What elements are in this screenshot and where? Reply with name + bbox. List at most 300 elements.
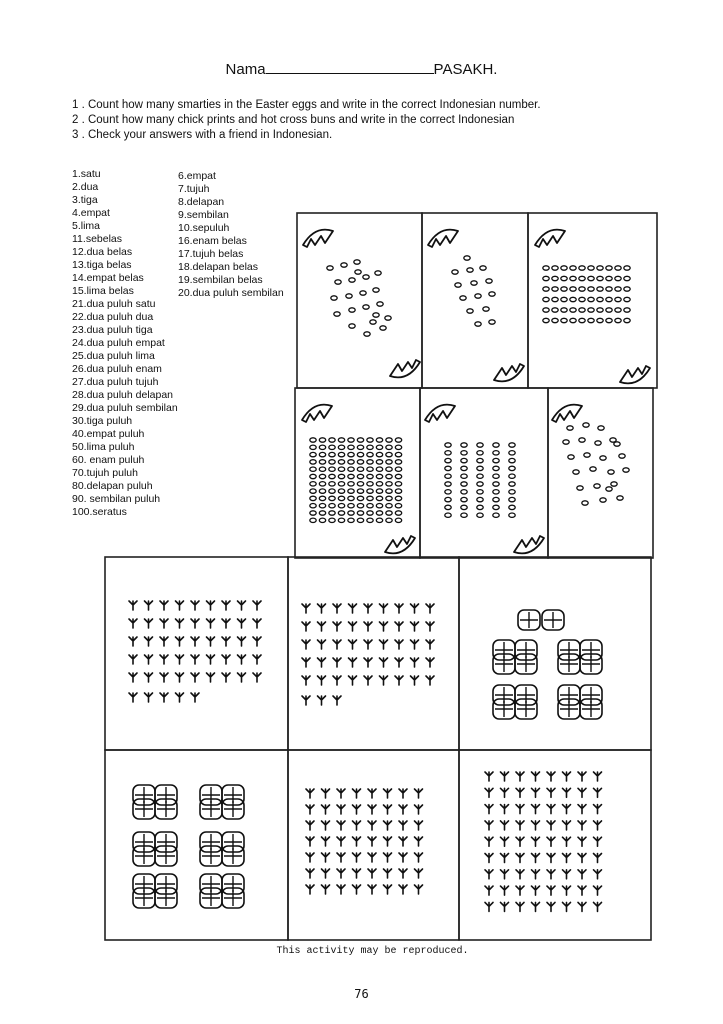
chick-print-stroke [306, 853, 314, 862]
chick-print-icon [306, 853, 314, 862]
number-word-item: 8.delapan [178, 196, 225, 208]
smartie-dot [471, 281, 477, 285]
chick-print-icon [368, 853, 376, 862]
smartie-dot [552, 318, 558, 322]
chick-print-icon [145, 601, 153, 610]
smartie-dot [579, 308, 585, 312]
eggshell-icon [303, 230, 333, 247]
smartie-dot [595, 441, 601, 445]
chick-print-stroke [532, 805, 540, 814]
number-word-item: 28.dua puluh delapan [72, 389, 174, 401]
bun-cross [517, 656, 535, 672]
chick-print-stroke [380, 676, 388, 685]
smartie-dot [338, 452, 344, 456]
chick-print-icon [532, 886, 540, 895]
bun-cross [560, 701, 578, 717]
chick-print-stroke [222, 637, 230, 646]
chick-print-stroke [415, 853, 423, 862]
chick-print-icon [547, 837, 555, 846]
number-word-item: 4.empat [72, 207, 110, 219]
eggshell-icon [390, 360, 420, 377]
smartie-dot [319, 518, 325, 522]
smartie-dot [319, 489, 325, 493]
smartie-dot [552, 297, 558, 301]
number-word-item: 9.sembilan [178, 209, 229, 221]
chick-print-icon [563, 772, 571, 781]
chick-print-icon [222, 673, 230, 682]
smartie-dot [329, 511, 335, 515]
chick-print-icon [485, 805, 493, 814]
chick-print-icon [176, 601, 184, 610]
smartie-dot [363, 275, 369, 279]
chick-print-stroke [364, 604, 372, 613]
chick-print-icon [160, 655, 168, 664]
chick-print-stroke [353, 821, 361, 830]
chick-print-stroke [516, 821, 524, 830]
chick-print-icon [253, 601, 261, 610]
chick-print-icon [145, 673, 153, 682]
number-list-column-2 [178, 170, 284, 300]
worksheet-title [0, 60, 723, 78]
hot-cross-bun-icon [133, 888, 155, 908]
smartie-dot [445, 482, 451, 486]
chick-print-icon [384, 869, 392, 878]
chick-print-icon [501, 902, 509, 911]
chick-print-icon [563, 870, 571, 879]
smartie-dot [597, 297, 603, 301]
chick-print-icon [415, 805, 423, 814]
chick-print-icon [563, 837, 571, 846]
smartie-dot [357, 511, 363, 515]
smartie-dot [346, 294, 352, 298]
chick-print-stroke [485, 805, 493, 814]
chick-print-stroke [368, 853, 376, 862]
smartie-dot [467, 268, 473, 272]
smartie-dot [376, 496, 382, 500]
picture-cell-frame [548, 388, 653, 558]
bun-outline [580, 640, 602, 660]
chick-print-icon [485, 854, 493, 863]
smartie-dot [370, 320, 376, 324]
chick-print-stroke [222, 619, 230, 628]
bun-cross [202, 834, 220, 850]
smartie-dot [455, 283, 461, 287]
smartie-dot [380, 326, 386, 330]
smartie-dot [310, 482, 316, 486]
chick-print-stroke [129, 601, 137, 610]
chick-print-stroke [176, 693, 184, 702]
bun-cross [224, 834, 242, 850]
name-blank-line[interactable] [266, 60, 434, 74]
chick-print-icon [411, 604, 419, 613]
chick-print-stroke [532, 886, 540, 895]
chick-print-icon [222, 619, 230, 628]
chick-print-stroke [485, 902, 493, 911]
chick-print-icon [547, 772, 555, 781]
chick-print-stroke [191, 619, 199, 628]
smartie-dot [386, 438, 392, 442]
smartie-dot [467, 309, 473, 313]
bun-cross [582, 642, 600, 658]
chick-print-stroke [426, 658, 434, 667]
chick-print-stroke [306, 805, 314, 814]
chick-print-icon [516, 821, 524, 830]
chick-print-stroke [160, 693, 168, 702]
smartie-dot [364, 332, 370, 336]
chick-print-icon [485, 821, 493, 830]
chick-print-stroke [302, 640, 310, 649]
bun-cross [495, 701, 513, 717]
smartie-dot [493, 451, 499, 455]
smartie-dot [319, 467, 325, 471]
smartie-dot [386, 452, 392, 456]
smartie-dot [600, 456, 606, 460]
smartie-dot [610, 438, 616, 442]
chick-print-stroke [176, 637, 184, 646]
chick-print-icon [160, 637, 168, 646]
chick-print-stroke [176, 673, 184, 682]
chick-print-stroke [563, 902, 571, 911]
smartie-dot [445, 443, 451, 447]
smartie-dot [395, 445, 401, 449]
bun-outline [493, 699, 515, 719]
number-word-item: 10.sepuluh [178, 222, 230, 234]
smartie-dot [477, 466, 483, 470]
smartie-dot [310, 460, 316, 464]
chick-print-stroke [302, 622, 310, 631]
hot-cross-bun-icon [493, 685, 515, 705]
smartie-dot [445, 474, 451, 478]
chick-print-stroke [349, 676, 357, 685]
chick-print-icon [337, 805, 345, 814]
chick-print-stroke [501, 837, 509, 846]
chick-print-stroke [322, 837, 330, 846]
smartie-dot [461, 451, 467, 455]
hot-cross-bun-icon [222, 785, 244, 805]
chick-print-stroke [238, 601, 246, 610]
chick-print-stroke [532, 870, 540, 879]
number-word-item: 19.sembilan belas [178, 274, 263, 286]
number-word-item: 18.delapan belas [178, 261, 258, 273]
chick-print-stroke [364, 658, 372, 667]
page-number: 76 [354, 987, 369, 1001]
smartie-dot [563, 440, 569, 444]
bun-cross [517, 642, 535, 658]
smartie-dot [567, 426, 573, 430]
bun-outline [155, 799, 177, 819]
chick-print-stroke [368, 805, 376, 814]
chick-print-stroke [160, 619, 168, 628]
hot-cross-bun-icon [200, 888, 222, 908]
smartie-dot [338, 504, 344, 508]
chick-print-icon [322, 821, 330, 830]
smartie-dot [329, 518, 335, 522]
chick-print-icon [399, 853, 407, 862]
smartie-dot [615, 266, 621, 270]
smartie-dot [623, 468, 629, 472]
smartie-dot [606, 297, 612, 301]
chick-print-icon [594, 837, 602, 846]
chick-print-stroke [563, 772, 571, 781]
smartie-dot [367, 518, 373, 522]
chick-print-icon [485, 788, 493, 797]
chick-print-stroke [160, 601, 168, 610]
chick-print-stroke [547, 902, 555, 911]
chick-print-stroke [191, 693, 199, 702]
chick-print-stroke [353, 805, 361, 814]
number-word-item: 23.dua puluh tiga [72, 324, 153, 336]
chick-print-stroke [501, 772, 509, 781]
hot-cross-bun-icon [515, 699, 537, 719]
topic-label: PASAKH. [433, 61, 498, 78]
chick-print-icon [306, 821, 314, 830]
hot-cross-bun-icon [222, 888, 244, 908]
chick-print-stroke [411, 622, 419, 631]
chick-print-stroke [426, 604, 434, 613]
chick-print-icon [337, 821, 345, 830]
smartie-dot [386, 467, 392, 471]
chick-print-stroke [516, 788, 524, 797]
chick-print-icon [191, 601, 199, 610]
smartie-dot [615, 287, 621, 291]
chick-print-stroke [176, 601, 184, 610]
smartie-dot [509, 482, 515, 486]
smartie-dot [355, 270, 361, 274]
number-word-item: 13.tiga belas [72, 259, 132, 271]
bun-cross [202, 890, 220, 906]
picture-cell-frame [420, 388, 548, 558]
bun-outline [155, 785, 177, 805]
chick-print-stroke [578, 805, 586, 814]
chick-print-icon [384, 789, 392, 798]
number-word-item: 29.dua puluh sembilan [72, 402, 178, 414]
chick-print-icon [333, 676, 341, 685]
smartie-dot [493, 482, 499, 486]
chick-print-stroke [594, 837, 602, 846]
bun-cross [495, 642, 513, 658]
eggshell-outline [552, 405, 582, 422]
hot-cross-bun-icon [133, 832, 155, 852]
smartie-dot [583, 423, 589, 427]
smartie-dot [588, 318, 594, 322]
chick-print-icon [415, 853, 423, 862]
chick-print-icon [415, 789, 423, 798]
chick-print-icon [238, 637, 246, 646]
bun-cross [517, 701, 535, 717]
chick-print-stroke [337, 869, 345, 878]
smartie-dot [329, 496, 335, 500]
smartie-dot [386, 504, 392, 508]
chick-print-stroke [333, 658, 341, 667]
smartie-dot [461, 513, 467, 517]
smartie-dot [483, 307, 489, 311]
chick-print-icon [426, 658, 434, 667]
smartie-dot [348, 460, 354, 464]
chick-print-stroke [485, 772, 493, 781]
chick-print-stroke [532, 821, 540, 830]
smartie-dot [445, 458, 451, 462]
bun-outline [222, 846, 244, 866]
picture-cell-frame [105, 750, 288, 940]
smartie-dot [461, 474, 467, 478]
smartie-dot [579, 276, 585, 280]
number-word-item: 7.tujuh [178, 183, 210, 195]
chick-print-stroke [415, 869, 423, 878]
chick-print-stroke [578, 854, 586, 863]
chick-print-stroke [337, 885, 345, 894]
chick-print-stroke [384, 805, 392, 814]
smartie-dot [445, 466, 451, 470]
chick-print-icon [516, 902, 524, 911]
chick-print-stroke [145, 655, 153, 664]
chick-print-icon [532, 821, 540, 830]
chick-print-icon [191, 619, 199, 628]
chick-print-icon [532, 902, 540, 911]
chick-print-stroke [253, 655, 261, 664]
eggshell-outline [425, 405, 455, 422]
eggshell-outline [302, 405, 332, 422]
hot-cross-bun-icon [542, 610, 564, 630]
chick-print-stroke [399, 853, 407, 862]
chick-print-stroke [532, 837, 540, 846]
bun-cross [544, 612, 562, 628]
bun-cross [224, 876, 242, 892]
smartie-dot [367, 511, 373, 515]
chick-print-icon [368, 789, 376, 798]
smartie-dot [461, 505, 467, 509]
bun-outline [133, 832, 155, 852]
chick-print-icon [415, 869, 423, 878]
chick-print-stroke [306, 837, 314, 846]
chick-print-stroke [547, 886, 555, 895]
chick-print-icon [302, 604, 310, 613]
smartie-dot [357, 496, 363, 500]
smartie-dot [606, 266, 612, 270]
chick-print-stroke [415, 805, 423, 814]
chick-print-icon [563, 886, 571, 895]
number-word-item: 6.empat [178, 170, 216, 182]
smartie-dot [615, 297, 621, 301]
smartie-dot [376, 504, 382, 508]
smartie-dot [493, 443, 499, 447]
chick-print-icon [516, 837, 524, 846]
smartie-dot [611, 482, 617, 486]
chick-print-icon [594, 805, 602, 814]
chick-print-stroke [516, 805, 524, 814]
chick-print-stroke [384, 837, 392, 846]
smartie-dot [493, 474, 499, 478]
smartie-dot [461, 482, 467, 486]
smartie-dot [357, 452, 363, 456]
chick-print-icon [532, 870, 540, 879]
chick-print-stroke [322, 853, 330, 862]
chick-print-icon [368, 821, 376, 830]
smartie-dot [360, 291, 366, 295]
hot-cross-bun-icon [200, 874, 222, 894]
chick-print-icon [222, 637, 230, 646]
chick-print-stroke [415, 789, 423, 798]
chick-print-stroke [578, 837, 586, 846]
eggshell-icon [425, 405, 455, 422]
bun-outline [200, 874, 222, 894]
smartie-dot [386, 474, 392, 478]
chick-print-stroke [129, 637, 137, 646]
smartie-dot [579, 266, 585, 270]
chick-print-icon [349, 640, 357, 649]
smartie-dot [461, 466, 467, 470]
number-word-item: 25.dua puluh lima [72, 350, 155, 362]
bun-cross [202, 876, 220, 892]
hot-cross-bun-icon [580, 685, 602, 705]
chick-print-icon [516, 870, 524, 879]
number-word-item: 11.sebelas [72, 233, 123, 245]
chick-print-stroke [501, 805, 509, 814]
smartie-dot [624, 287, 630, 291]
chick-print-icon [547, 854, 555, 863]
smartie-dot [614, 442, 620, 446]
chick-print-stroke [501, 821, 509, 830]
smartie-dot [570, 266, 576, 270]
chick-print-stroke [322, 805, 330, 814]
smartie-dot [588, 266, 594, 270]
bun-cross [135, 801, 153, 817]
chick-print-stroke [302, 696, 310, 705]
smartie-dot [615, 276, 621, 280]
smartie-dot [577, 486, 583, 490]
smartie-dot [357, 467, 363, 471]
chick-print-icon [145, 655, 153, 664]
chick-print-icon [337, 869, 345, 878]
smartie-dot [594, 484, 600, 488]
chick-print-stroke [318, 622, 326, 631]
chick-print-stroke [380, 658, 388, 667]
chick-print-stroke [594, 902, 602, 911]
chick-print-icon [207, 601, 215, 610]
bun-cross [135, 834, 153, 850]
bun-outline [515, 685, 537, 705]
bun-outline [580, 685, 602, 705]
hot-cross-bun-icon [133, 874, 155, 894]
chick-print-stroke [129, 693, 137, 702]
smartie-dot [338, 460, 344, 464]
chick-print-stroke [563, 805, 571, 814]
chick-print-icon [318, 640, 326, 649]
chick-print-stroke [563, 788, 571, 797]
smartie-dot [376, 438, 382, 442]
smartie-dot [461, 458, 467, 462]
chick-print-icon [306, 805, 314, 814]
chick-print-stroke [322, 885, 330, 894]
chick-print-icon [129, 693, 137, 702]
chick-print-stroke [253, 637, 261, 646]
chick-print-icon [516, 772, 524, 781]
chick-print-icon [411, 622, 419, 631]
hot-cross-bun-icon [155, 799, 177, 819]
smartie-dot [348, 496, 354, 500]
bun-outline [155, 874, 177, 894]
chick-print-stroke [426, 622, 434, 631]
bun-cross [157, 834, 175, 850]
bun-cross [202, 801, 220, 817]
chick-print-icon [318, 676, 326, 685]
chick-print-icon [594, 886, 602, 895]
chick-print-icon [238, 673, 246, 682]
smartie-dot [338, 511, 344, 515]
chick-print-stroke [516, 854, 524, 863]
chick-print-icon [415, 885, 423, 894]
hot-cross-bun-icon [133, 785, 155, 805]
chick-print-stroke [384, 789, 392, 798]
